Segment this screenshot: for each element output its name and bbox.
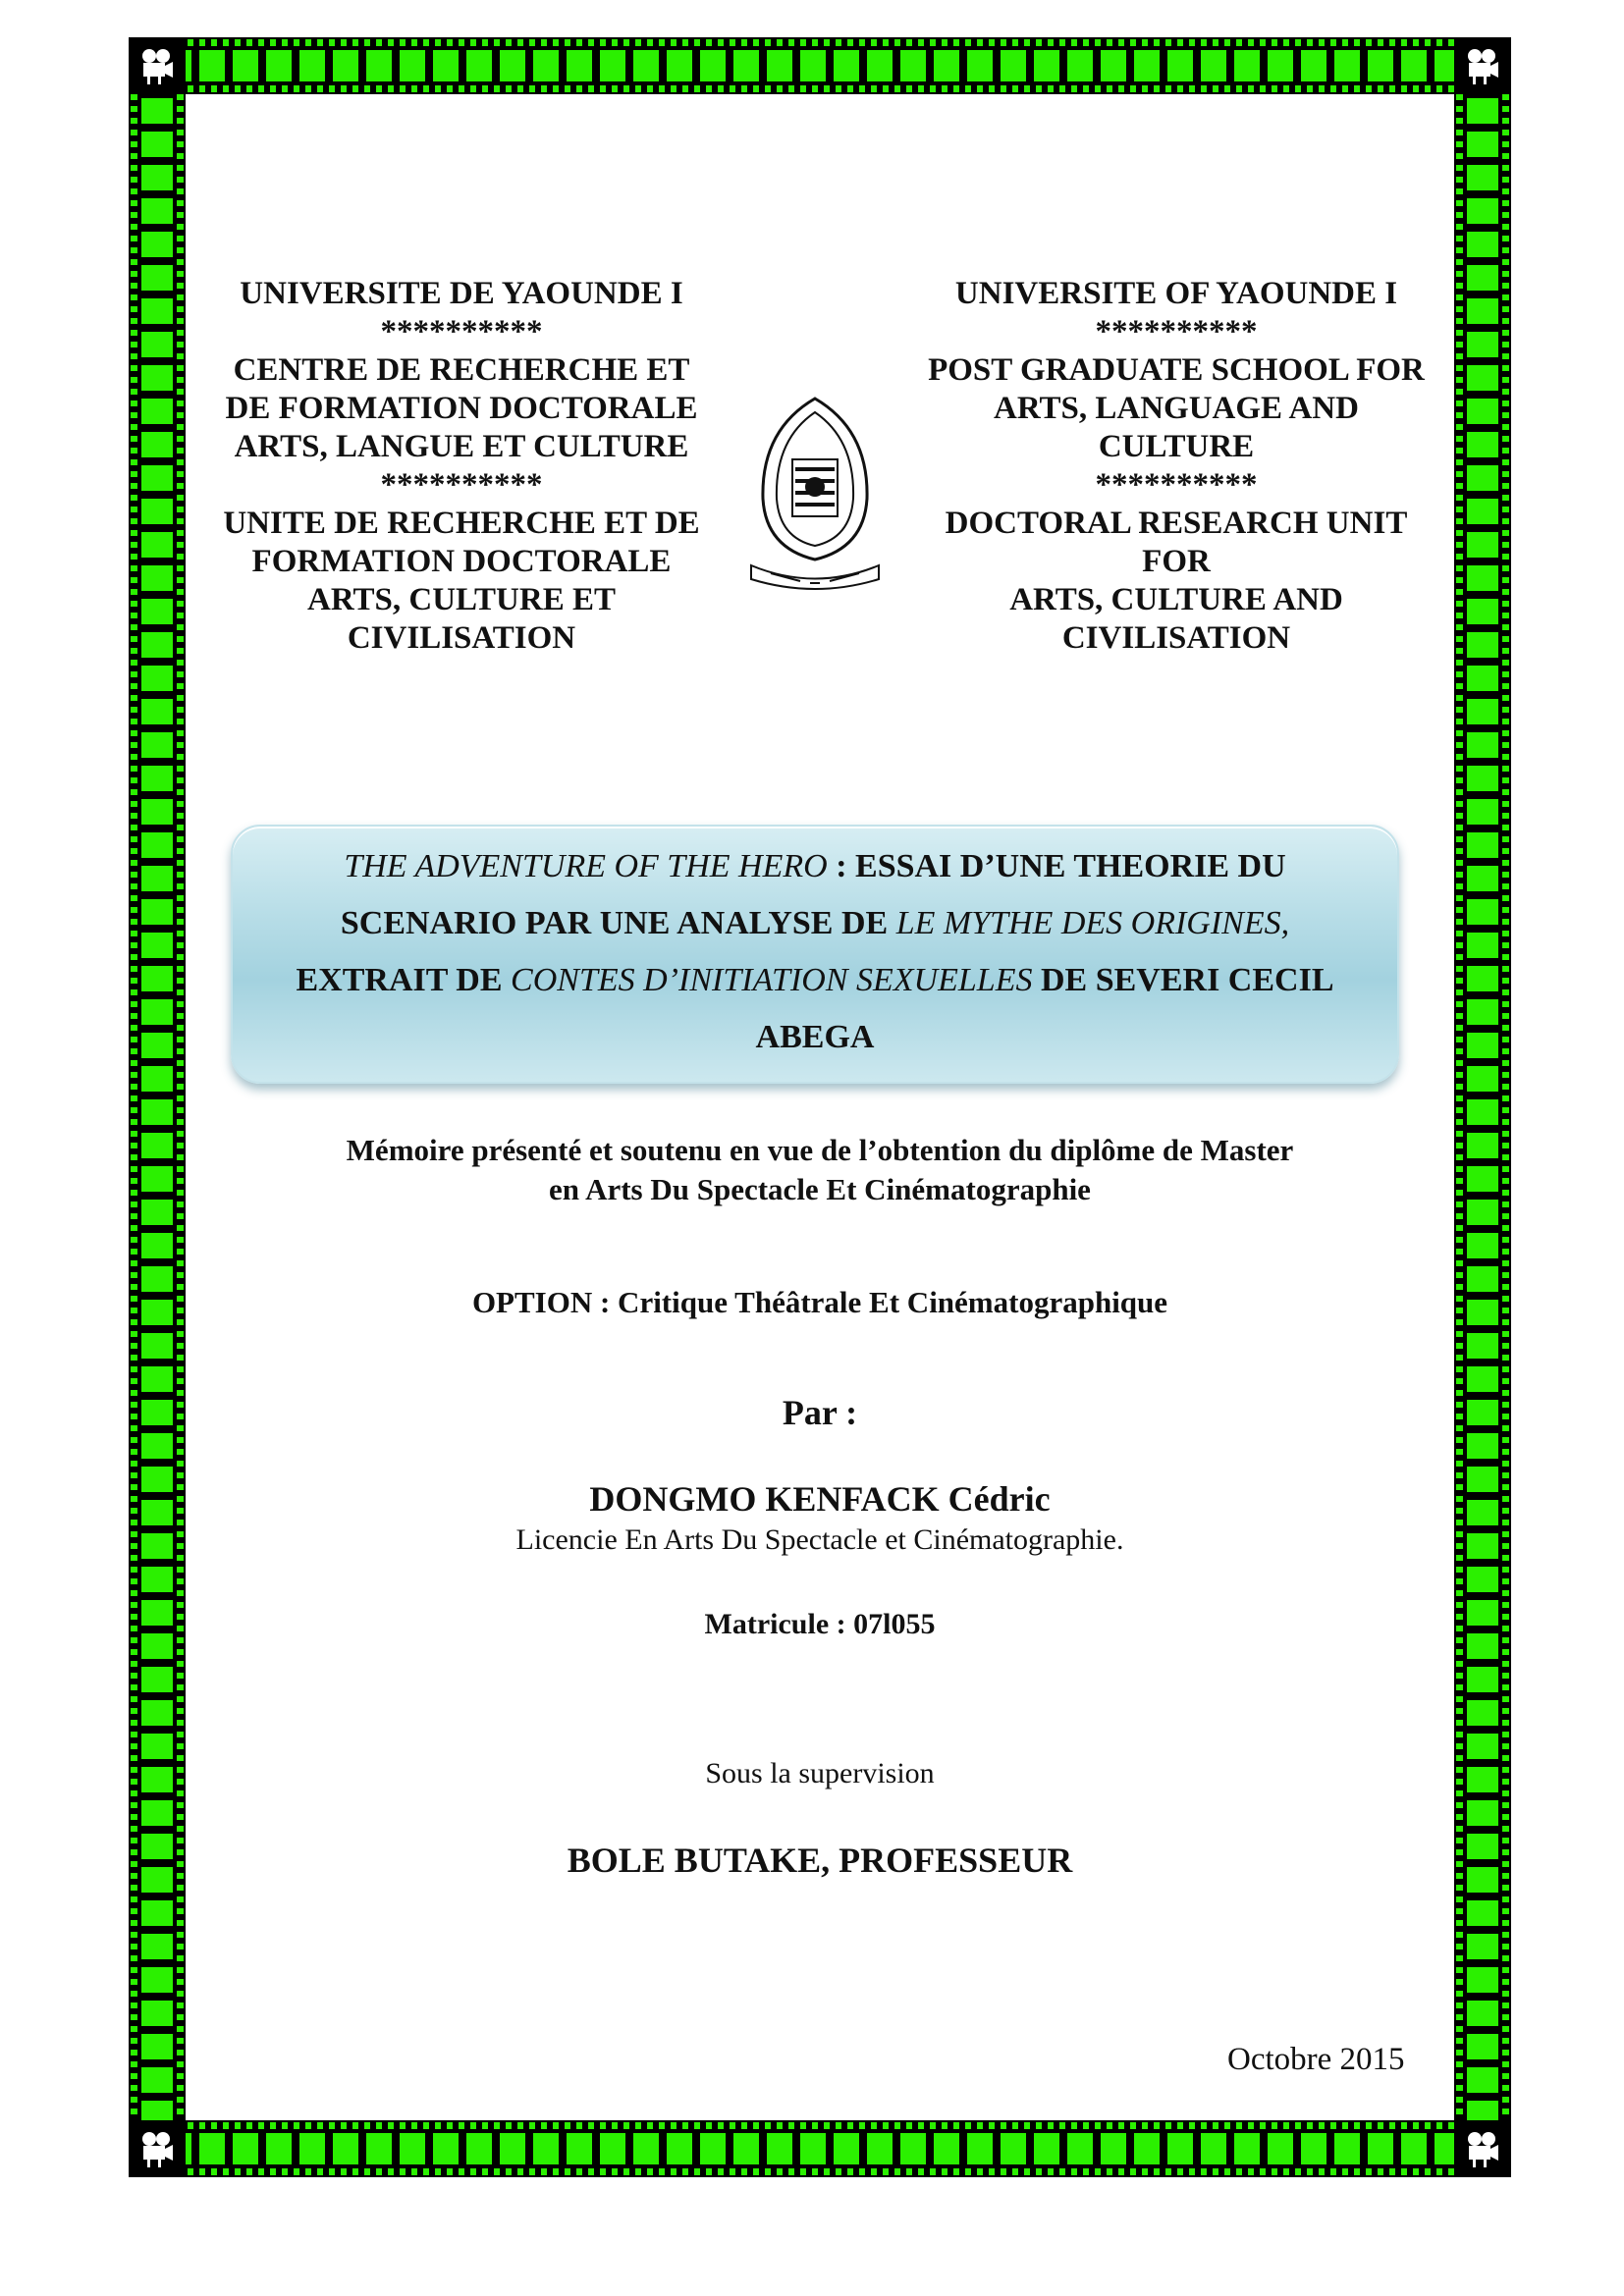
header-french xyxy=(187,275,736,658)
header-line: DOCTORAL RESEARCH UNIT xyxy=(945,506,1408,541)
memoire-line: en Arts Du Spectacle Et Cinématographie xyxy=(549,1172,1091,1206)
title-text: EXTRAIT DE xyxy=(296,962,512,998)
supervision-label: Sous la supervision xyxy=(705,1757,935,1789)
par-label: Par : xyxy=(782,1393,858,1432)
title-text: DE SEVERI CECIL xyxy=(1032,962,1334,998)
header-separator: ********** xyxy=(1095,467,1258,503)
header-line: FORMATION DOCTORALE xyxy=(251,544,672,579)
header-line: ARTS, CULTURE ET xyxy=(307,582,616,617)
option-line: OPTION : Critique Théâtrale Et Cinématographique xyxy=(471,1285,1168,1319)
film-camera-icon xyxy=(1454,37,1511,94)
header-line: ARTS, LANGUE ET CULTURE xyxy=(234,429,689,464)
header-separator: ********** xyxy=(380,314,543,349)
header-line: UNITE DE RECHERCHE ET DE xyxy=(223,506,700,541)
film-camera-icon xyxy=(129,37,186,94)
film-strip-border-left xyxy=(129,94,186,2120)
header-line: UNIVERSITE OF YAOUNDE I xyxy=(954,276,1398,311)
header-line: CIVILISATION xyxy=(347,620,576,656)
header-line: UNIVERSITE DE YAOUNDE I xyxy=(240,276,683,311)
memoire-line: Mémoire présenté et soutenu en vue de l’obtention du diplôme de Master xyxy=(346,1133,1294,1167)
header-line: CIVILISATION xyxy=(1061,620,1291,656)
film-camera-icon xyxy=(1454,2120,1511,2177)
title-text: SCENARIO PAR UNE ANALYSE DE xyxy=(340,905,896,941)
memoire-statement xyxy=(187,1131,1453,1209)
title-italic: THE ADVENTURE OF THE HERO xyxy=(344,848,828,884)
header-line: CULTURE xyxy=(1098,429,1255,464)
header-separator: ********** xyxy=(380,467,543,503)
header-line: POST GRADUATE SCHOOL FOR xyxy=(928,352,1425,388)
header-separator: ********** xyxy=(1095,314,1258,349)
header-line: ARTS, CULTURE AND xyxy=(1009,582,1343,617)
header-line: FOR xyxy=(1142,544,1211,579)
title-italic: CONTES D’INITIATION SEXUELLES xyxy=(511,962,1033,998)
film-camera-icon xyxy=(129,2120,186,2177)
header-line: ARTS, LANGUAGE AND xyxy=(994,391,1359,426)
header-english xyxy=(901,275,1451,658)
film-strip-border-top xyxy=(129,37,1454,94)
supervisor-name: BOLE BUTAKE, PROFESSEUR xyxy=(567,1841,1073,1880)
title-text: ABEGA xyxy=(755,1019,875,1055)
thesis-title-box xyxy=(231,825,1399,1084)
matricule: Matricule : 07l055 xyxy=(704,1608,936,1640)
author-name: DONGMO KENFACK Cédric xyxy=(589,1479,1051,1519)
header-line: DE FORMATION DOCTORALE xyxy=(225,391,698,426)
title-italic: LE MYTHE DES ORIGINES, xyxy=(895,905,1290,941)
film-strip-border-bottom xyxy=(129,2120,1454,2177)
film-strip-border-right xyxy=(1454,94,1511,2120)
university-seal-logo xyxy=(741,391,889,597)
author-degree: Licencie En Arts Du Spectacle et Cinématographie. xyxy=(515,1523,1124,1556)
title-text: : ESSAI D’UNE THEORIE DU xyxy=(827,848,1286,884)
header-line: CENTRE DE RECHERCHE ET xyxy=(233,352,690,388)
date: Octobre 2015 xyxy=(1227,2042,1405,2077)
